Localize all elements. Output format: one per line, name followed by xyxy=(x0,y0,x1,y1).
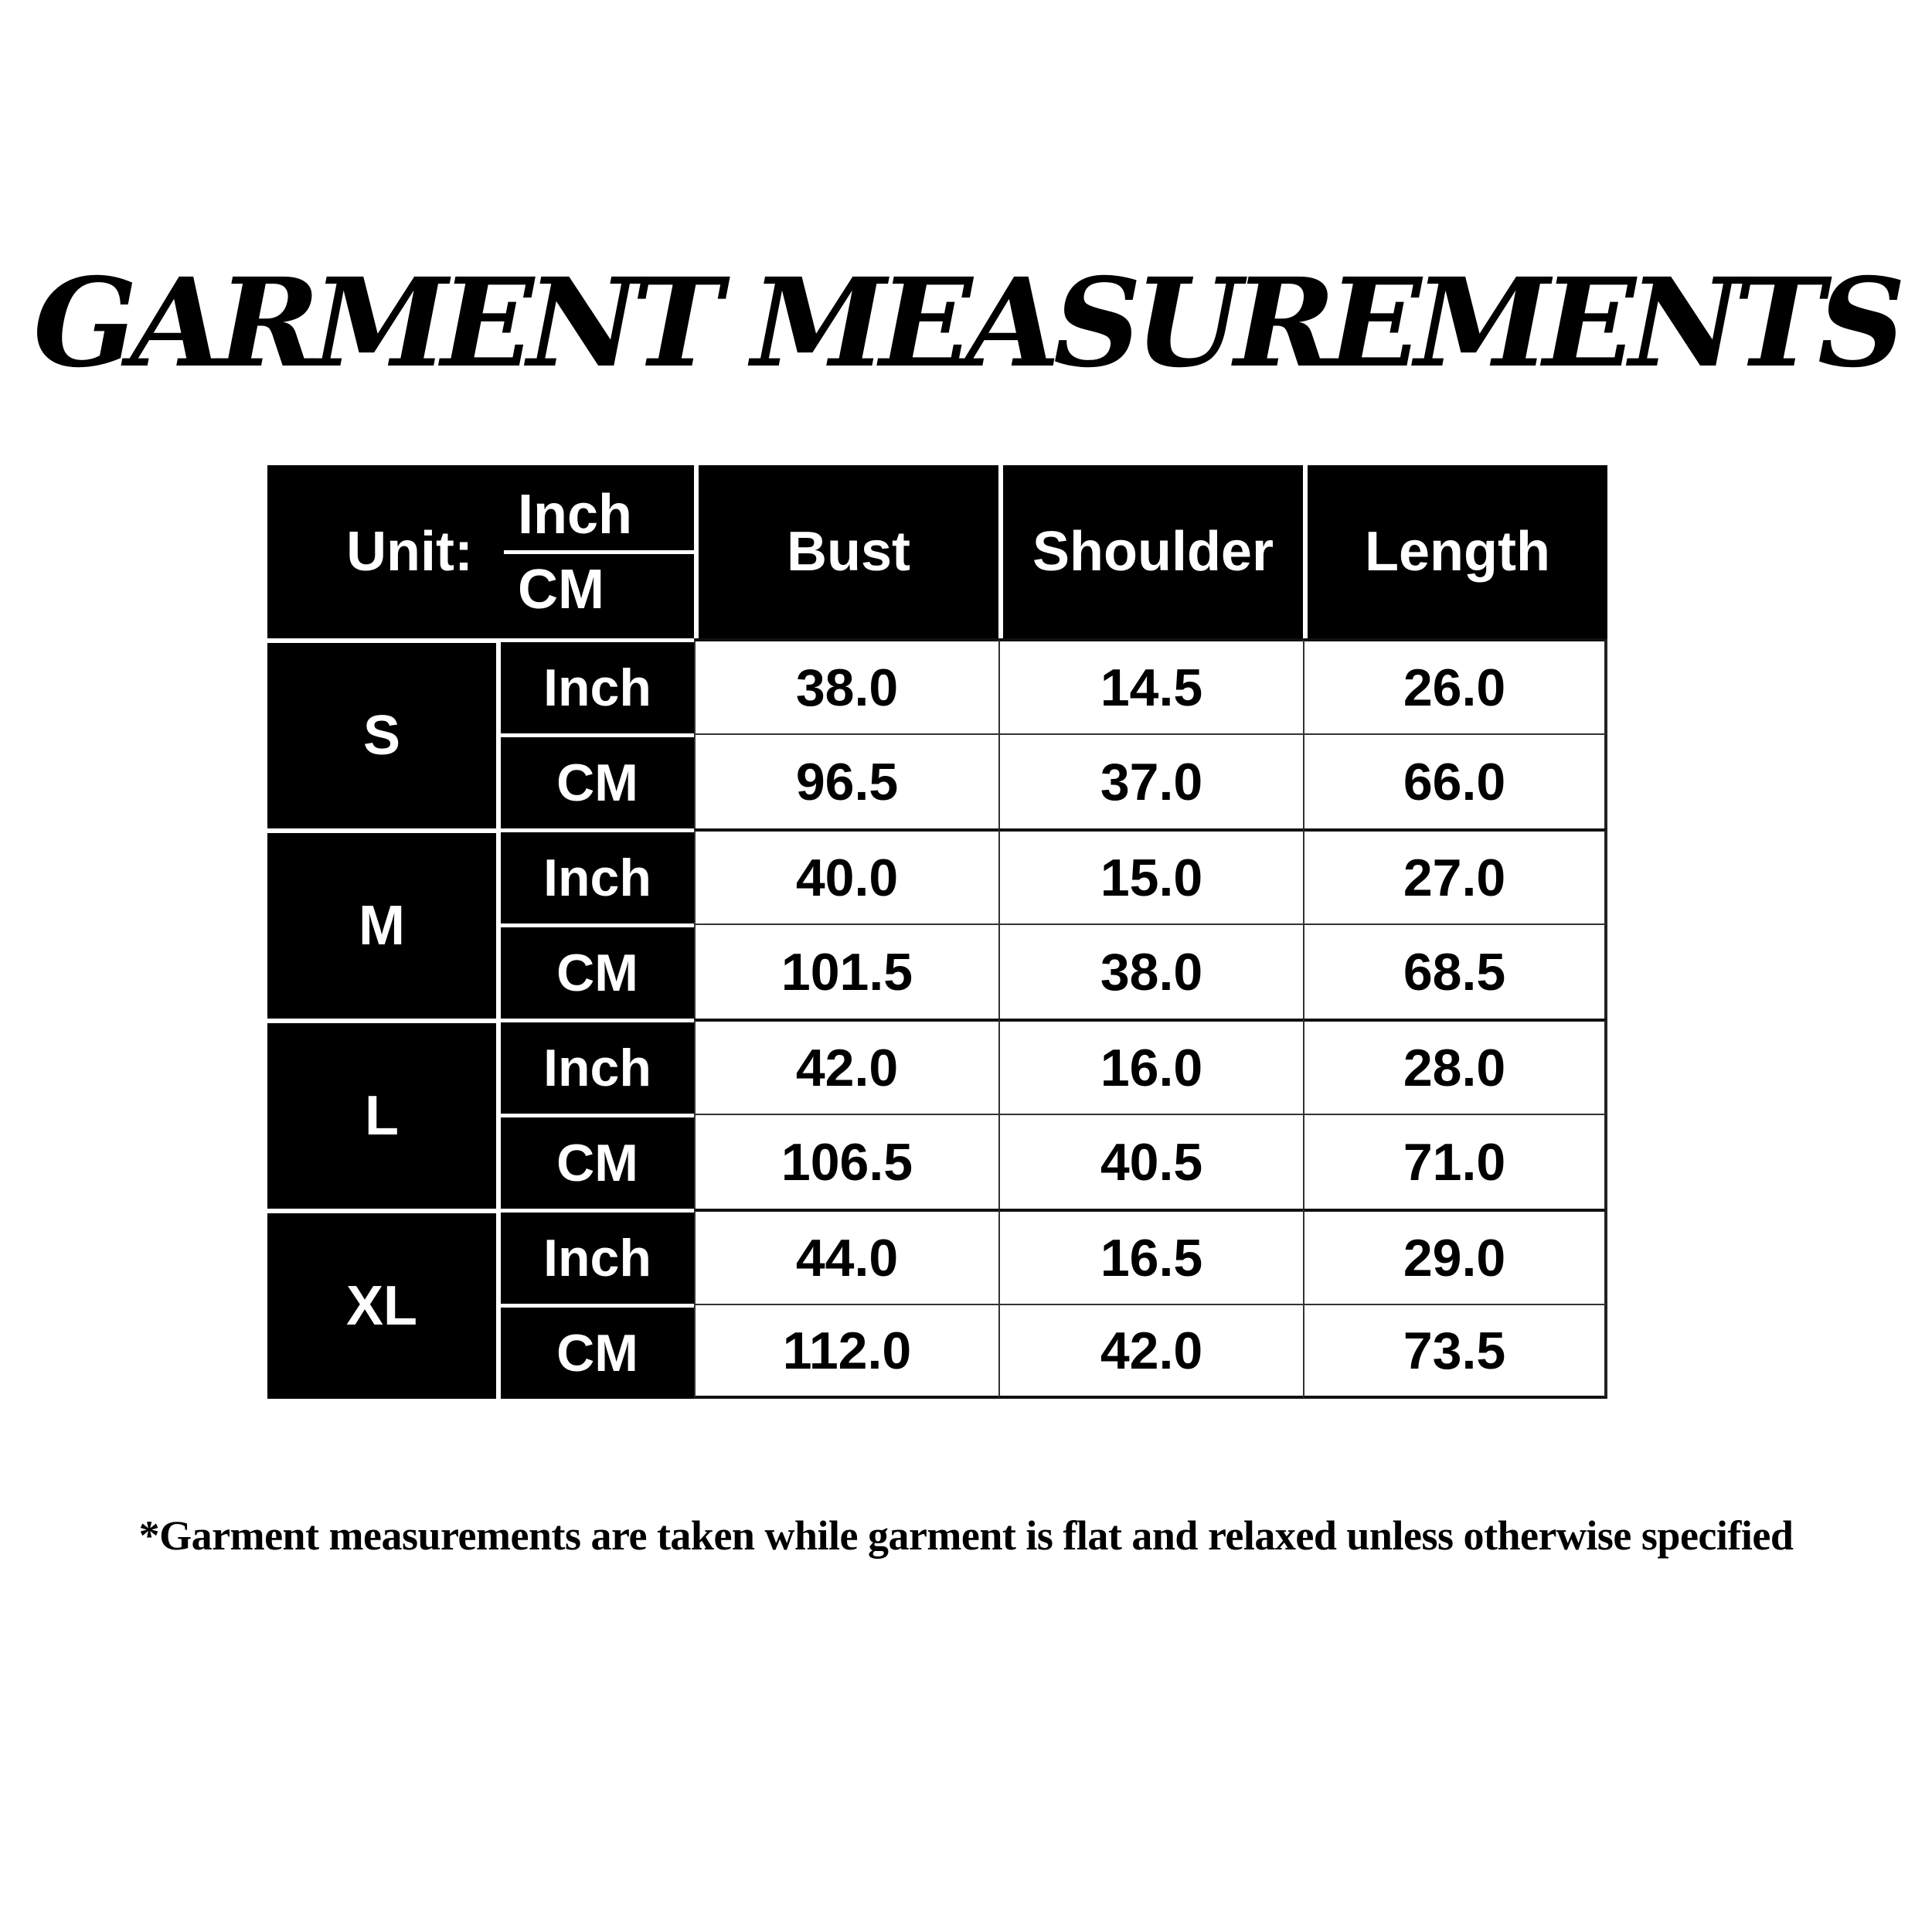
unit-cm-label: CM xyxy=(518,558,604,621)
bust-value: 101.5 xyxy=(694,923,998,1019)
length-value: 27.0 xyxy=(1303,828,1607,923)
shoulder-value: 16.0 xyxy=(998,1019,1303,1114)
shoulder-value: 38.0 xyxy=(998,923,1303,1019)
header-row xyxy=(267,465,1607,638)
size-label-l: L xyxy=(267,1019,501,1209)
length-value: 29.0 xyxy=(1303,1209,1607,1304)
unit-inch-label: Inch xyxy=(504,487,694,554)
row-unit-label: CM xyxy=(501,923,694,1019)
column-header-bust: Bust xyxy=(694,465,998,638)
page-title: GARMENT MEASUREMENTS xyxy=(32,252,1900,395)
bust-value: 44.0 xyxy=(694,1209,998,1304)
column-header-length: Length xyxy=(1303,465,1607,638)
row-unit-label: Inch xyxy=(501,828,694,923)
size-label-s: S xyxy=(267,638,501,828)
row-unit-label: Inch xyxy=(501,1209,694,1304)
length-value: 71.0 xyxy=(1303,1114,1607,1209)
bust-value: 96.5 xyxy=(694,733,998,828)
table-row xyxy=(267,1019,1607,1114)
table-row xyxy=(267,1209,1607,1304)
row-unit-label: CM xyxy=(501,1304,694,1399)
size-chart-table xyxy=(267,465,1607,1399)
footnote: *Garment measurements are taken while garment is flat and relaxed unless otherwise specified xyxy=(138,1512,1794,1559)
bust-value: 42.0 xyxy=(694,1019,998,1114)
size-label-m: M xyxy=(267,828,501,1019)
length-value: 68.5 xyxy=(1303,923,1607,1019)
row-unit-label: CM xyxy=(501,733,694,828)
table-row xyxy=(267,828,1607,923)
row-unit-label: Inch xyxy=(501,1019,694,1114)
table-row xyxy=(267,638,1607,733)
unit-fraction xyxy=(504,483,694,621)
length-value: 73.5 xyxy=(1303,1304,1607,1399)
shoulder-value: 40.5 xyxy=(998,1114,1303,1209)
bust-value: 106.5 xyxy=(694,1114,998,1209)
shoulder-value: 14.5 xyxy=(998,638,1303,733)
row-unit-label: Inch xyxy=(501,638,694,733)
size-label-xl: XL xyxy=(267,1209,501,1399)
unit-label: Unit: xyxy=(346,521,473,583)
shoulder-value: 37.0 xyxy=(998,733,1303,828)
unit-header-cell xyxy=(267,465,694,638)
bust-value: 38.0 xyxy=(694,638,998,733)
shoulder-value: 42.0 xyxy=(998,1304,1303,1399)
column-header-shoulder: Shoulder xyxy=(998,465,1303,638)
row-unit-label: CM xyxy=(501,1114,694,1209)
length-value: 28.0 xyxy=(1303,1019,1607,1114)
shoulder-value: 15.0 xyxy=(998,828,1303,923)
length-value: 26.0 xyxy=(1303,638,1607,733)
bust-value: 112.0 xyxy=(694,1304,998,1399)
length-value: 66.0 xyxy=(1303,733,1607,828)
shoulder-value: 16.5 xyxy=(998,1209,1303,1304)
bust-value: 40.0 xyxy=(694,828,998,923)
